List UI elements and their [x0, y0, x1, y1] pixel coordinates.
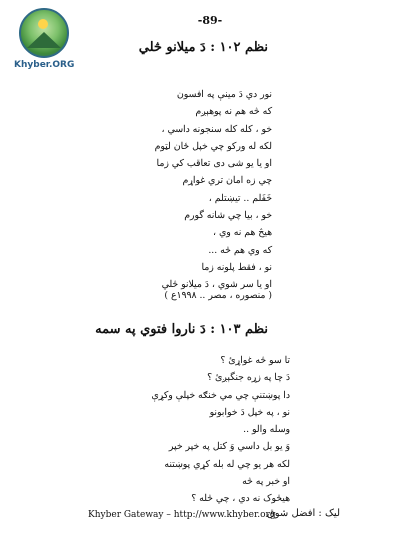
logo-text: Khyber.ORG: [14, 60, 75, 70]
poem-line: دَ چا په زړه جنگېږئ ؟: [207, 372, 290, 384]
poem-line: نو ، فقط پلونه زما: [201, 261, 272, 273]
poem-body-2: [151, 352, 290, 508]
poem-line: خو ، کله کله سنجونه داسي ،: [161, 123, 272, 135]
poem-line: هيڅ هم نه وي ،: [213, 227, 272, 239]
poem-line: که څه هم نه پوهېږم: [195, 106, 272, 118]
poem-title-2: نظم ۱۰۳ : دَ ناروا فتوي په سمه: [95, 322, 268, 337]
place-date: ( منصوره ، مصر .. ۱۹۹۸ع ): [164, 290, 272, 301]
poem-line: او يا يو شى دى تعاقب کي زما: [156, 158, 272, 170]
poem-line: وَ يو بل داسي وَ کتل په خپر خپر: [168, 441, 290, 453]
page-number: -89-: [197, 14, 223, 27]
poem-line: خَفَلم .. تيښتلم ،: [208, 192, 272, 204]
poem-line: دا پوښتنې چي مي خنګه خپلې وکړې: [151, 389, 290, 401]
poem-line: او يا سر شوي ، دَ ميلانو څلي: [161, 279, 272, 291]
poem-line: تا سو څه غواړئ ؟: [220, 355, 290, 366]
poem-line: که وي هم څه ...: [208, 244, 272, 256]
poem-line: هيڅوک نه دي ، چي څله ؟: [191, 493, 290, 505]
poem-line: لکه هر يو چي له بله کړي پوښتنه: [164, 458, 290, 470]
poem-line: او خبر په څه: [242, 476, 290, 488]
poem-line: وسله والو ..: [243, 424, 290, 436]
poem-line: نو ، په خپل دَ خوابونو: [209, 406, 290, 418]
poem-line: نور دي دَ مينې په افسون: [176, 89, 272, 100]
footer-website: Khyber Gateway – http://www.khyber.org: [88, 510, 276, 520]
poem-line: لکه له ورکو چي خپل ځان لټوم: [154, 140, 272, 152]
poem-title-1: نظم ۱۰۲ : دَ ميلانو څلي: [138, 40, 268, 55]
footer-author: ليک : افضل شوق: [266, 508, 340, 519]
mountain-icon: [27, 32, 61, 48]
poem-line: چي زه امان تري غواړم: [182, 175, 272, 187]
poem-line: خو ، بيا چي شانه گورم: [184, 210, 272, 222]
poem-body-1: [155, 86, 272, 294]
